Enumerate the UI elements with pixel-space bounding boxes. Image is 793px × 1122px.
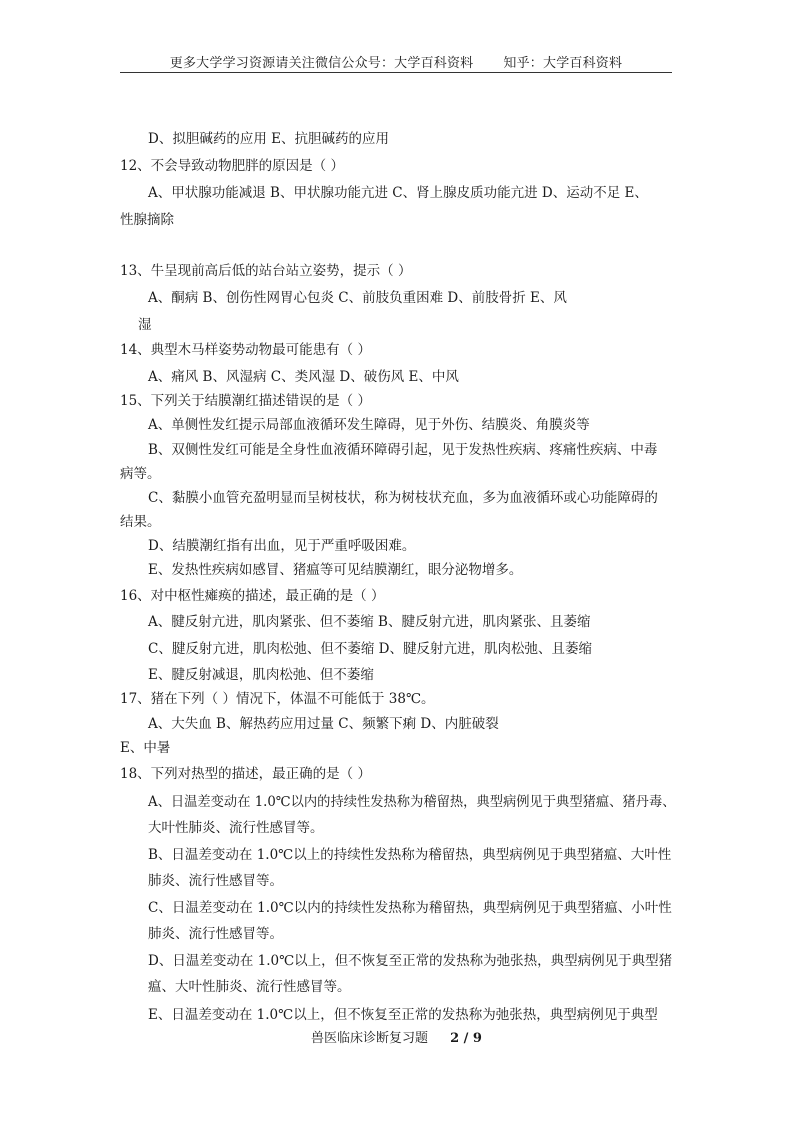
- text-line: 病等。: [120, 466, 161, 482]
- text-line: A、痛风 B、风湿病 C、类风湿 D、破伤风 E、中风: [148, 369, 459, 385]
- text-line: D、结膜潮红指有出血，见于严重呼吸困难。: [148, 538, 416, 554]
- footer-title: 兽医临床诊断复习题: [311, 1031, 429, 1046]
- text-line: 大叶性肺炎、流行性感冒等。: [148, 820, 324, 836]
- text-line: C、日温差变动在 1.0℃以内的持续性发热称为稽留热，典型病例见于典型猪瘟、小叶性: [148, 900, 672, 916]
- text-line: 肺炎、流行性感冒等。: [148, 926, 283, 942]
- page-number: 2 / 9: [450, 1031, 482, 1046]
- text-line: C、腱反射亢进，肌肉松弛、但不萎缩 D、腱反射亢进，肌肉松弛、且萎缩: [148, 641, 592, 657]
- text-line: A、单侧性发红提示局部血液循环发生障碍，见于外伤、结膜炎、角膜炎等: [148, 417, 590, 433]
- text-line: 瘟、大叶性肺炎、流行性感冒等。: [148, 979, 351, 995]
- question-15: 15、下列关于结膜潮红描述错误的是（ ）: [120, 393, 371, 409]
- text-line: 湿: [138, 317, 152, 333]
- text-line: B、日温差变动在 1.0℃以上的持续性发热称为稽留热，典型病例见于典型猪瘟、大叶性: [148, 847, 672, 863]
- header-left-text: 更多大学学习资源请关注微信公众号：大学百科资料: [169, 56, 474, 71]
- header-rule: [120, 72, 672, 73]
- text-line: A、酮病 B、创伤性网胃心包炎 C、前肢负重困难 D、前肢骨折 E、风: [148, 290, 567, 306]
- text-line: 性腺摘除: [120, 212, 174, 228]
- text-line: A、甲状腺功能减退 B、甲状腺功能亢进 C、肾上腺皮质功能亢进 D、运动不足 E、: [148, 185, 648, 201]
- text-line: D、拟胆碱药的应用 E、抗胆碱药的应用: [148, 131, 389, 147]
- text-line: A、腱反射亢进，肌肉紧张、但不萎缩 B、腱反射亢进，肌肉紧张、且萎缩: [148, 614, 591, 630]
- text-line: A、大失血 B、解热药应用过量 C、频繁下痢 D、内脏破裂: [148, 716, 499, 732]
- text-line: E、日温差变动在 1.0℃以上，但不恢复至正常的发热称为弛张热，典型病例见于典型: [148, 1007, 658, 1023]
- text-line: D、日温差变动在 1.0℃以上，但不恢复至正常的发热称为弛张热，典型病例见于典型猪: [148, 953, 673, 969]
- header-right-text: 知乎：大学百科资料: [503, 56, 623, 71]
- text-line: C、黏膜小血管充盈明显而呈树枝状，称为树枝状充血，多为血液循环或心功能障碍的: [148, 490, 658, 506]
- question-16: 16、对中枢性瘫痪的描述，最正确的是（ ）: [120, 588, 385, 604]
- question-13: 13、牛呈现前高后低的站台站立姿势，提示（ ）: [120, 263, 412, 279]
- question-12: 12、不会导致动物肥胖的原因是（ ）: [120, 158, 344, 174]
- question-17: 17、猪在下列（ ）情况下，体温不可能低于 38℃。: [120, 691, 435, 707]
- text-line: E、腱反射减退，肌肉松弛、但不萎缩: [148, 667, 374, 683]
- question-18: 18、下列对热型的描述，最正确的是（ ）: [120, 766, 371, 782]
- text-line: E、发热性疾病如感冒、猪瘟等可见结膜潮红，眼分泌物增多。: [148, 562, 523, 578]
- text-line: A、日温差变动在 1.0℃以内的持续性发热称为稽留热，典型病例见于典型猪瘟、猪丹毒、: [148, 794, 676, 810]
- page-header: [120, 52, 672, 71]
- question-14: 14、典型木马样姿势动物最可能患有（ ）: [120, 342, 371, 358]
- page-footer: [0, 1027, 793, 1046]
- text-line: 肺炎、流行性感冒等。: [148, 873, 283, 889]
- text-line: E、中暑: [120, 740, 171, 756]
- text-line: B、双侧性发红可能是全身性血液循环障碍引起，见于发热性疾病、疼痛性疾病、中毒: [148, 442, 658, 458]
- text-line: 结果。: [120, 514, 161, 530]
